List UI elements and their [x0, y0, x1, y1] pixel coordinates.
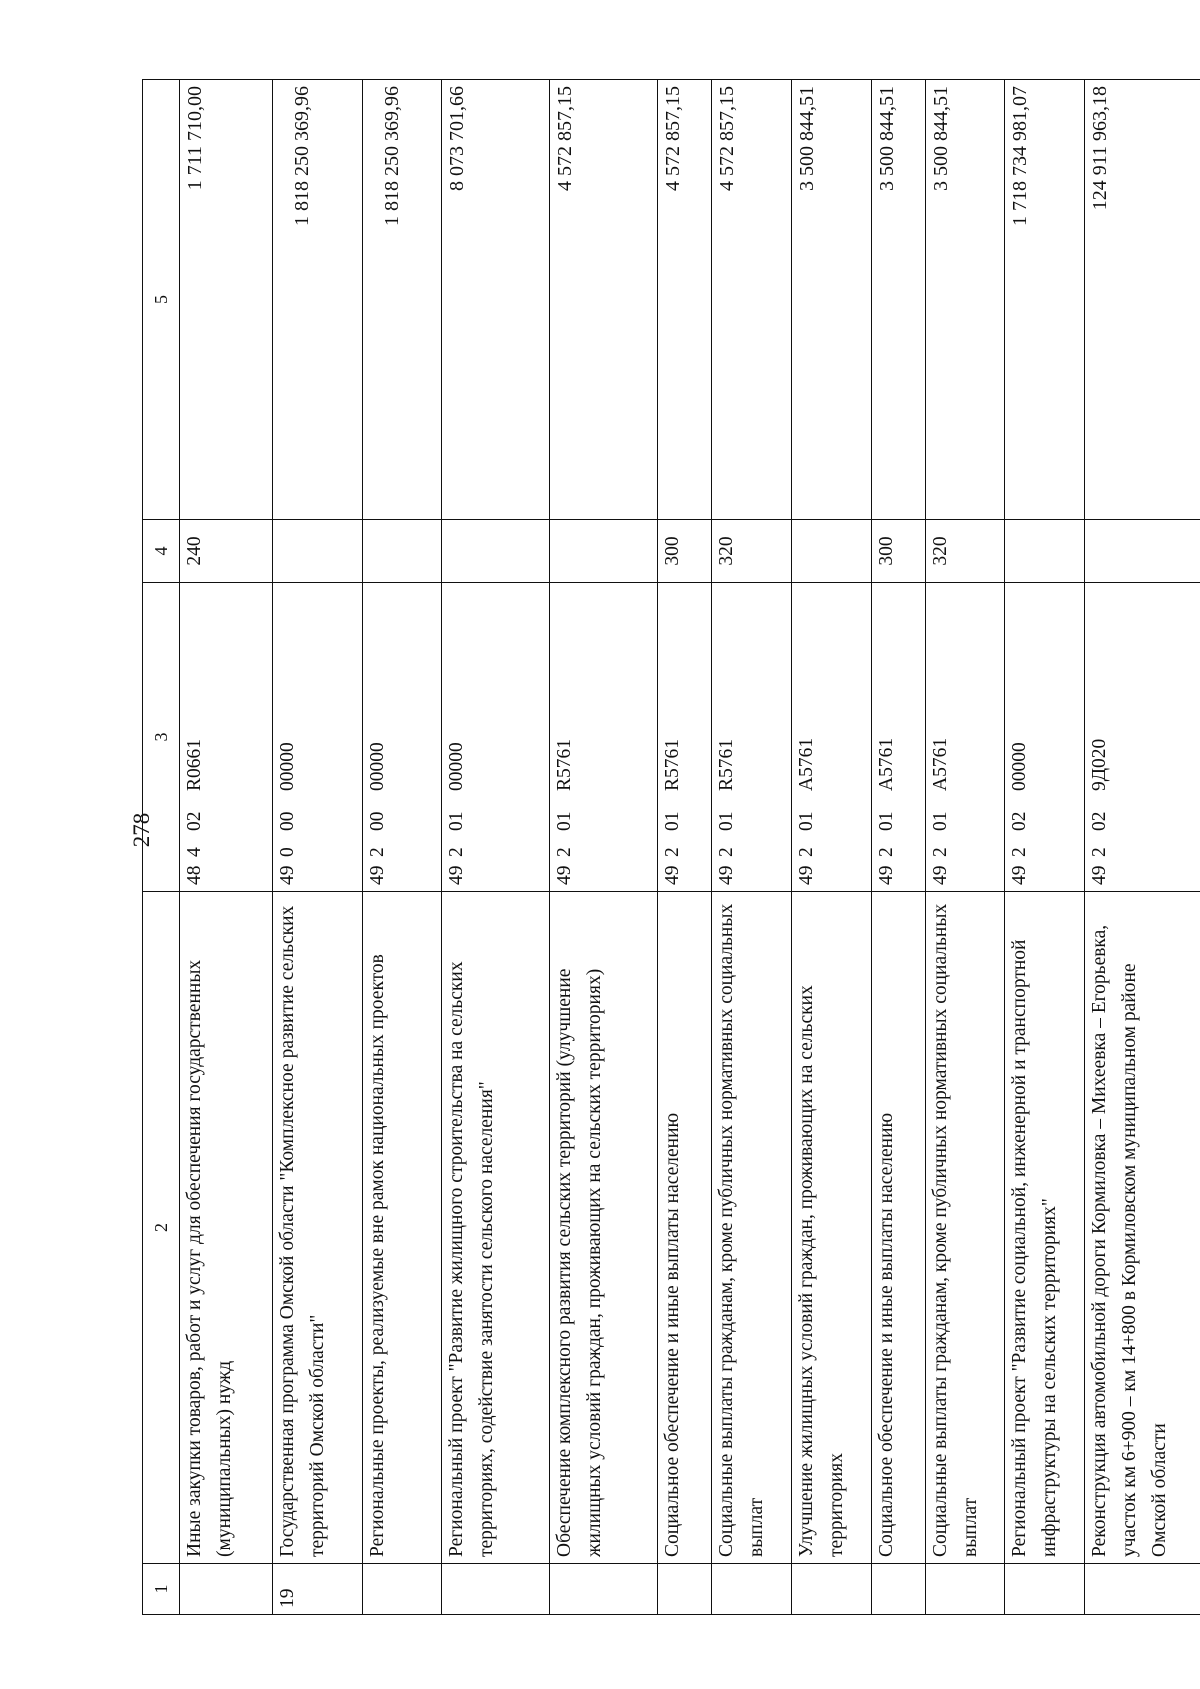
code-part: 49: [1009, 865, 1031, 885]
table-row: [550, 80, 658, 1615]
target-article-code: [550, 583, 658, 892]
table-row: [1084, 80, 1200, 1615]
table-row: [658, 80, 712, 1615]
target-article-code: [362, 583, 442, 892]
code-part: 00000: [446, 742, 468, 791]
row-number: [791, 1564, 871, 1615]
target-article-code: [712, 583, 792, 892]
expense-type-code: [791, 520, 871, 583]
expense-type-code: [442, 520, 550, 583]
amount: 1 818 250 369,96: [272, 80, 362, 520]
code-part: 49: [554, 865, 576, 885]
code-part: 49: [875, 865, 897, 885]
code-part: 01: [795, 811, 817, 831]
code-part: 4: [184, 847, 206, 857]
expense-type-code: [1084, 520, 1200, 583]
code-part: R0661: [184, 738, 206, 791]
code-part: 00000: [1009, 742, 1031, 791]
table-header-row: [143, 80, 180, 1615]
target-article-code: [1084, 583, 1200, 892]
code-part: 49: [446, 865, 468, 885]
target-article-code: [1005, 583, 1085, 892]
table-row: [272, 80, 362, 1615]
amount: 124 911 963,18: [1084, 80, 1200, 520]
target-article-code: [871, 583, 925, 892]
code-part: 49: [1088, 865, 1110, 885]
table-row: [362, 80, 442, 1615]
row-number: 19: [272, 1564, 362, 1615]
code-part: 49: [366, 865, 388, 885]
expense-type-code: 320: [712, 520, 792, 583]
row-description: Улучшение жилищных условий граждан, проживающих на сельских территориях: [791, 892, 871, 1564]
code-part: 2: [366, 847, 388, 857]
code-part: A5761: [795, 737, 817, 791]
code-part: 01: [662, 811, 684, 831]
target-article-code: [791, 583, 871, 892]
page-number: 278: [129, 812, 154, 848]
code-part: 2: [446, 847, 468, 857]
expense-type-code: [362, 520, 442, 583]
code-part: 49: [662, 865, 684, 885]
row-description: Государственная программа Омской области "Комплексное развитие сельских территорий Омской области": [272, 892, 362, 1564]
table-row: [871, 80, 925, 1615]
code-part: 0: [276, 847, 298, 857]
table-row: [791, 80, 871, 1615]
target-article-code: [658, 583, 712, 892]
expense-type-code: 240: [180, 520, 273, 583]
code-part: 01: [554, 811, 576, 831]
code-part: 02: [1088, 811, 1110, 831]
column-header: 2: [143, 892, 180, 1564]
amount: 1 711 710,00: [180, 80, 273, 520]
row-number: [658, 1564, 712, 1615]
code-part: 2: [875, 847, 897, 857]
code-part: 2: [554, 847, 576, 857]
code-part: 02: [1009, 811, 1031, 831]
amount: 4 572 857,15: [550, 80, 658, 520]
rotated-page-content: [142, 80, 1200, 1615]
column-header: 1: [143, 1564, 180, 1615]
column-header: 4: [143, 520, 180, 583]
amount: 3 500 844,51: [791, 80, 871, 520]
row-number: [362, 1564, 442, 1615]
code-part: R5761: [554, 738, 576, 791]
amount: 4 572 857,15: [712, 80, 792, 520]
code-part: 2: [929, 847, 951, 857]
code-part: 01: [446, 811, 468, 831]
amount: 1 718 734 981,07: [1005, 80, 1085, 520]
code-part: A5761: [929, 737, 951, 791]
expense-type-code: 300: [871, 520, 925, 583]
budget-table: [142, 79, 1200, 1615]
amount: 1 818 250 369,96: [362, 80, 442, 520]
expense-type-code: 300: [658, 520, 712, 583]
amount: 4 572 857,15: [658, 80, 712, 520]
code-part: 49: [795, 865, 817, 885]
row-description: Региональный проект "Развитие социальной, инженерной и транспортной инфраструктуры на сельских территориях": [1005, 892, 1085, 1564]
row-number: [925, 1564, 1005, 1615]
table-row: [180, 80, 273, 1615]
code-part: 2: [795, 847, 817, 857]
row-description: Региональный проект "Развитие жилищного строительства на сельских территориях, содействие занятости сельского населения": [442, 892, 550, 1564]
row-number: [1084, 1564, 1200, 1615]
amount: 8 073 701,66: [442, 80, 550, 520]
code-part: A5761: [875, 737, 897, 791]
code-part: 01: [929, 811, 951, 831]
code-part: 2: [1009, 847, 1031, 857]
code-part: 9Д020: [1088, 738, 1110, 791]
expense-type-code: 320: [925, 520, 1005, 583]
amount: 3 500 844,51: [871, 80, 925, 520]
code-part: 49: [276, 865, 298, 885]
target-article-code: [442, 583, 550, 892]
code-part: 2: [716, 847, 738, 857]
amount: 3 500 844,51: [925, 80, 1005, 520]
row-description: Реконструкция автомобильной дороги Кормиловка – Михеевка – Егорьевка, участок км 6+900 – км 14+800 в Кормиловском муниципальном районе Омской области: [1084, 892, 1200, 1564]
row-description: Обеспечение комплексного развития сельских территорий (улучшение жилищных условий граждан, проживающих на сельских территориях): [550, 892, 658, 1564]
code-part: 00: [366, 811, 388, 831]
code-part: 2: [662, 847, 684, 857]
code-part: R5761: [662, 738, 684, 791]
code-part: 2: [1088, 847, 1110, 857]
row-number: [712, 1564, 792, 1615]
code-part: 02: [184, 811, 206, 831]
row-description: Иные закупки товаров, работ и услуг для обеспечения государственных (муниципальных) нужд: [180, 892, 273, 1564]
target-article-code: [180, 583, 273, 892]
column-header: 3: [143, 583, 180, 892]
expense-type-code: [1005, 520, 1085, 583]
row-description: Региональные проекты, реализуемые вне рамок национальных проектов: [362, 892, 442, 1564]
row-number: [550, 1564, 658, 1615]
code-part: 00000: [276, 742, 298, 791]
code-part: R5761: [716, 738, 738, 791]
column-header: 5: [143, 80, 180, 520]
row-number: [180, 1564, 273, 1615]
row-number: [1005, 1564, 1085, 1615]
row-number: [871, 1564, 925, 1615]
code-part: 01: [875, 811, 897, 831]
table-row: [925, 80, 1005, 1615]
code-part: 49: [716, 865, 738, 885]
table-row: [1005, 80, 1085, 1615]
expense-type-code: [550, 520, 658, 583]
target-article-code: [925, 583, 1005, 892]
code-part: 49: [929, 865, 951, 885]
table-row: [712, 80, 792, 1615]
code-part: 01: [716, 811, 738, 831]
row-number: [442, 1564, 550, 1615]
table-row: [442, 80, 550, 1615]
row-description: Социальное обеспечение и иные выплаты населению: [871, 892, 925, 1564]
row-description: Социальное обеспечение и иные выплаты населению: [658, 892, 712, 1564]
expense-type-code: [272, 520, 362, 583]
code-part: 00: [276, 811, 298, 831]
row-description: Социальные выплаты гражданам, кроме публичных нормативных социальных выплат: [925, 892, 1005, 1564]
code-part: 48: [184, 865, 206, 885]
code-part: 00000: [366, 742, 388, 791]
target-article-code: [272, 583, 362, 892]
row-description: Социальные выплаты гражданам, кроме публичных нормативных социальных выплат: [712, 892, 792, 1564]
